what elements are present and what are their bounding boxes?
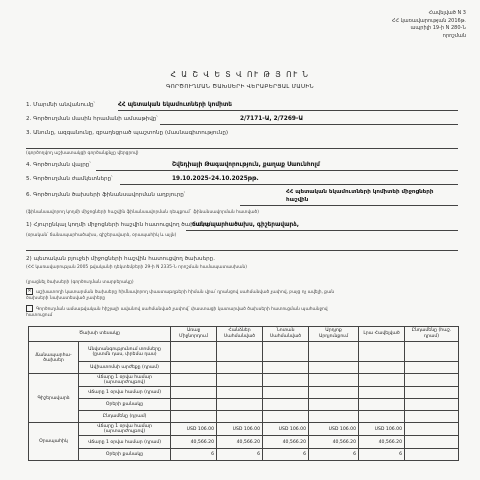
table-row bbox=[29, 411, 459, 423]
table-cell bbox=[217, 342, 263, 362]
table-cell: 6 bbox=[171, 449, 217, 461]
table-cell: 6 bbox=[359, 449, 405, 461]
table-cell bbox=[217, 411, 263, 423]
field-value: Շվեդիայի Թագավորություն, քաղաք Սաունհոլմ bbox=[172, 162, 320, 168]
field-host-funded bbox=[26, 222, 299, 228]
column-header: Նոտան Սահմանված bbox=[263, 327, 309, 342]
table-row bbox=[29, 387, 459, 399]
table-cell bbox=[359, 399, 405, 411]
field-value: ՀՀ պետական եկամուտների կոմիտե bbox=[118, 102, 232, 108]
table-cell bbox=[263, 374, 309, 387]
appendix-line: Հավելված N 3 bbox=[428, 10, 466, 16]
table-cell bbox=[309, 362, 359, 374]
expense-subtype: Օրերի քանակը bbox=[79, 449, 171, 461]
column-header: Արդյոք Արդյունքում bbox=[309, 327, 359, 342]
expense-subtype: Օրերի քանակը bbox=[79, 399, 171, 411]
option-1-cont: ծախսերի նախատեսված չափերը bbox=[26, 296, 106, 301]
report-title: Հ Ա Շ Վ Ե Տ Վ ՈՒ Թ Յ ՈՒ Ն bbox=[170, 70, 310, 79]
table-row bbox=[29, 374, 459, 387]
section2-bracket: (լրացնել ծախսերի (գործուղման տարբերակը) bbox=[26, 280, 134, 285]
table-cell bbox=[171, 342, 217, 362]
option-1-label: աշխատողի կատարման ծախսերը հիմնավորող փաստաթղթերի հիման վրա՝ դրանցով սահմանված չափով, բայց ոչ ավելի, քան bbox=[36, 290, 335, 295]
table-row bbox=[29, 436, 459, 449]
table-cell: 40,566.20 bbox=[309, 436, 359, 449]
field-label: 6. Գործուղման ծախսերի ֆինանսավորման աղբյուրը՝ bbox=[26, 192, 186, 198]
table-cell bbox=[359, 362, 405, 374]
field-order-date bbox=[26, 116, 304, 122]
table-cell bbox=[217, 374, 263, 387]
table-cell bbox=[405, 374, 459, 387]
section2-note: (ՀՀ կառավարության 2005 թվականի դեկտեմբերի 29-ի N 2335-Ն որոշման համապատասխան) bbox=[26, 265, 247, 270]
column-header: Առաջ Միջնորդում bbox=[171, 327, 217, 342]
table-row bbox=[29, 449, 459, 461]
table-cell: 40,566.20 bbox=[263, 436, 309, 449]
table-cell: USD 106.00 bbox=[309, 423, 359, 436]
table-cell: 6 bbox=[309, 449, 359, 461]
field-note: (գործողվող աշխատակցի գործանքնչը վերցրով) bbox=[26, 151, 139, 156]
expense-subtype: Վճարը 1 օրվա համար (դրամ) bbox=[79, 436, 171, 449]
report-subtitle: ԳՈՐԾՈՒՂՄԱՆ ԾԱԽՍԵՐԻ ՎԵՐԱԲԵՐՅԱԼ ՄԱՍԻՆ bbox=[166, 84, 314, 90]
field-destination bbox=[26, 162, 320, 168]
table-cell bbox=[309, 387, 359, 399]
field-label: 1. Մարմնի անվանումը՝ bbox=[26, 102, 95, 108]
field-label: 1) Հյուրընկալ կողմի միջոցների հաշվին հատուցվող ծախսերը՝ bbox=[26, 222, 212, 228]
expense-subtype: Վճարը 1 օրվա համար (արտարժույթով) bbox=[79, 374, 171, 387]
expense-category: Գիշերավարձ bbox=[29, 374, 79, 423]
field-note: (ֆինանսավորող կողմի միջոցների հաշվին ֆինանսավորման դեպքում` ֆինանսավորման հատված) bbox=[26, 210, 259, 215]
option-1-checkbox[interactable]: ✕ bbox=[27, 288, 32, 294]
table-cell bbox=[359, 374, 405, 387]
column-header: Ծախսի տեսակը bbox=[29, 327, 171, 342]
table-cell bbox=[359, 411, 405, 423]
table-cell bbox=[405, 423, 459, 436]
appendix-line: ապրիլի 19-ի N 280-Ն bbox=[410, 25, 466, 31]
field-funding-source bbox=[26, 192, 185, 198]
table-cell bbox=[171, 374, 217, 387]
section2-heading: 2) պետական բյուջեի միջոցների հաշվին հատուցվող ծախսերը. bbox=[26, 256, 215, 262]
table-cell bbox=[263, 399, 309, 411]
field-employee bbox=[26, 130, 228, 136]
table-row bbox=[29, 423, 459, 436]
table-cell: 40,566.20 bbox=[171, 436, 217, 449]
table-cell bbox=[171, 411, 217, 423]
table-cell bbox=[405, 387, 459, 399]
table-cell bbox=[217, 362, 263, 374]
column-header: Հանձներ Սահմանված bbox=[217, 327, 263, 342]
table-cell bbox=[405, 399, 459, 411]
expense-subtype: Ավիատոմսի արժեքը (դրամ) bbox=[79, 362, 171, 374]
table-cell bbox=[263, 387, 309, 399]
field-value: 19.10.2025-24.10.2025թթ. bbox=[172, 176, 259, 182]
field-label: 2. Գործուղման մասին հրամանի ամսաթիվը՝ bbox=[26, 116, 158, 122]
table-cell bbox=[309, 374, 359, 387]
table-cell bbox=[263, 342, 309, 362]
table-cell: USD 106.00 bbox=[359, 423, 405, 436]
option-2-checkbox[interactable] bbox=[26, 305, 33, 312]
table-cell: 40,566.20 bbox=[359, 436, 405, 449]
expense-subtype: Վճարը 1 օրվա համար (արտարժույթով) bbox=[79, 423, 171, 436]
table-cell bbox=[405, 342, 459, 362]
table-row bbox=[29, 362, 459, 374]
table-cell bbox=[263, 362, 309, 374]
table-cell bbox=[309, 342, 359, 362]
option-2 bbox=[26, 305, 328, 312]
appendix-note bbox=[316, 10, 466, 40]
table-cell: USD 106.00 bbox=[263, 423, 309, 436]
table-cell bbox=[171, 387, 217, 399]
expense-table bbox=[28, 326, 459, 461]
table-header-row bbox=[29, 327, 459, 342]
field-value: ճանապարհածախս, գիշերավարձ, bbox=[192, 222, 299, 228]
option-1 bbox=[26, 288, 334, 295]
field-label: 5. Գործուղման ժամկետները՝ bbox=[26, 176, 113, 182]
field-value: 2/7171-Ա, 2/7269-Ա bbox=[240, 116, 304, 122]
table-row bbox=[29, 342, 459, 362]
table-cell: USD 106.00 bbox=[217, 423, 263, 436]
column-header: Լրա Հավելված bbox=[359, 327, 405, 342]
table-cell: USD 106.00 bbox=[171, 423, 217, 436]
option-2-label: Գործուղման ամսաթվական հիշյալի ավանով սահմանված չափով՝ փաստացի կատարված ծախսերի հատուցման պահանջով bbox=[36, 307, 328, 312]
expense-subtype: Ընդամենը (դրամ) bbox=[79, 411, 171, 423]
table-cell bbox=[309, 411, 359, 423]
field-label: 3. Անունը, ազգանունը, զբաղեցրած պաշտոնը (մասնագիտությունը) bbox=[26, 130, 229, 136]
field-value: ՀՀ պետական եկամուտների կոմիտեի միջոցների հաշվին bbox=[286, 189, 434, 203]
appendix-line: որոշման bbox=[442, 32, 466, 39]
table-cell: 40,566.20 bbox=[217, 436, 263, 449]
field-body-name bbox=[26, 102, 232, 108]
table-row bbox=[29, 399, 459, 411]
table-cell bbox=[171, 399, 217, 411]
table-cell: 6 bbox=[217, 449, 263, 461]
expense-subtype: Անվտանգությունում տոմսերը (ըստմն դաս, փրեմա դաս) bbox=[79, 342, 171, 362]
table-cell bbox=[359, 342, 405, 362]
column-header: Ընդամենը (հաշ. դրամ) bbox=[405, 327, 459, 342]
table-cell bbox=[359, 387, 405, 399]
option-2-cont: հատուցում bbox=[26, 313, 53, 318]
appendix-line: ՀՀ կառավարության 2016թ. bbox=[391, 17, 466, 24]
expense-subtype: Վճարը 1 օրվա համար (դրամ) bbox=[79, 387, 171, 399]
table-cell bbox=[405, 411, 459, 423]
expense-category: Օրապահիկ bbox=[29, 423, 79, 461]
field-funding-value bbox=[286, 188, 456, 204]
table-cell bbox=[309, 399, 359, 411]
table-cell bbox=[217, 399, 263, 411]
table-cell bbox=[405, 362, 459, 374]
table-cell bbox=[217, 387, 263, 399]
table-cell bbox=[263, 411, 309, 423]
field-label: 4. Գործուղման վայրը՝ bbox=[26, 162, 91, 168]
expense-category: Ճանապարհա-ծախսեր bbox=[29, 342, 79, 374]
table-cell bbox=[171, 362, 217, 374]
field-dates bbox=[26, 176, 259, 182]
table-cell bbox=[405, 436, 459, 449]
field-note: (օրական՝ ճանապարհածախս, գիշերավարձ, օրապահիկ և այլն) bbox=[26, 233, 177, 238]
table-cell bbox=[405, 449, 459, 461]
table-cell: 6 bbox=[263, 449, 309, 461]
